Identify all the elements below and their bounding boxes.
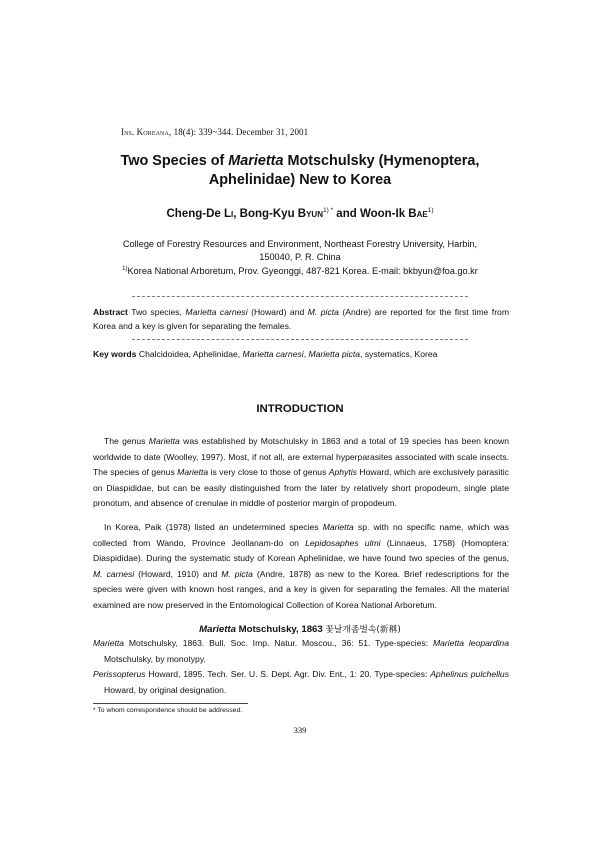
synonym-entry: Marietta Motschulsky, 1863. Bull. Soc. Imp. Natur. Moscou., 36: 51. Type-species: Marietta leopardina Motschulsky, by monotypy. [93,638,509,664]
divider-bottom [132,339,468,340]
journal-citation: Ins. Koreana, 18(4): 339~344. December 31, 2001 [121,127,309,137]
intro-paragraph-2: In Korea, Paik (1978) listed an undetermined species Marietta sp. with no specific name, which was collected from Wando, Province Jeollanam-do on Lepidosaphes ulmi (Linnaeus, 1758) (Homoptera: Diaspididae). During the systematic study of Korean Aphelinidae, we have found two species of the genus, M. carnesi (Howard, 1910) and M. picta (Andre, 1878) as new to the Korea. Brief redescriptions for the species were given with known host ranges, and a key is given for separating the females. All the material examined are now preserved in the Entomological Collection of Korea National Arboretum. [93,522,510,610]
author-list: Cheng-De Li, Bong-Kyu Byun$^{1) *}$ and Woon-Ik Bae$^{1)}$ [166,207,434,220]
abstract: Abstract Two species, Marietta carnesi (Howard) and M. picta (Andre) are reported for the first time from Korea and a key is given for separating the females. [93,307,509,331]
keywords: Key words Chalcidoidea, Aphelinidae, Marietta carnesi, Marietta picta, systematics, Korea [93,349,438,359]
page-number: 339 [293,725,307,735]
genus-heading: Marietta Motschulsky, 1863 꽃날개좀벌속(新稱) [199,624,401,635]
footnote-divider [93,703,248,704]
footnote: * To whom correspondence should be addressed. [93,707,243,714]
affiliations: College of Forestry Resources and Environment, Northeast Forestry University, Harbin, 150040, P. R. China $^{1)}$Korea National Arboretum, Prov. Gyeonggi, 487-821 Korea. E-mail: bkbyun@foa.go.kr [122,239,478,277]
paper-title: Two Species of Marietta Motschulsky (Hymenoptera, Aphelinidae) New to Korea [120,153,480,188]
section-heading-introduction: INTRODUCTION [256,403,344,415]
synonym-entry: Perissopterus Howard, 1895. Tech. Ser. U. S. Dept. Agr. Div. Ent., 1: 20. Type-species: Aphelinus pulchellus Howard, by original designation. [93,669,509,695]
divider-top [132,296,468,297]
intro-paragraph-1: The genus Marietta was established by Motschulsky in 1863 and a total of 19 species has been known worldwide to date (Woolley, 1997). Most, if not all, are external hyperparasites associated with scale insects. The species of genus Marietta is very close to those of genus Aphytis Howard, which are exclusively parasitic on Diaspididae, but can be easily distinguished from the later by relatively short propodeum, single plate pronotum, and absence of crenulae in middle of posterior margin of propodeum. [93,436,510,508]
